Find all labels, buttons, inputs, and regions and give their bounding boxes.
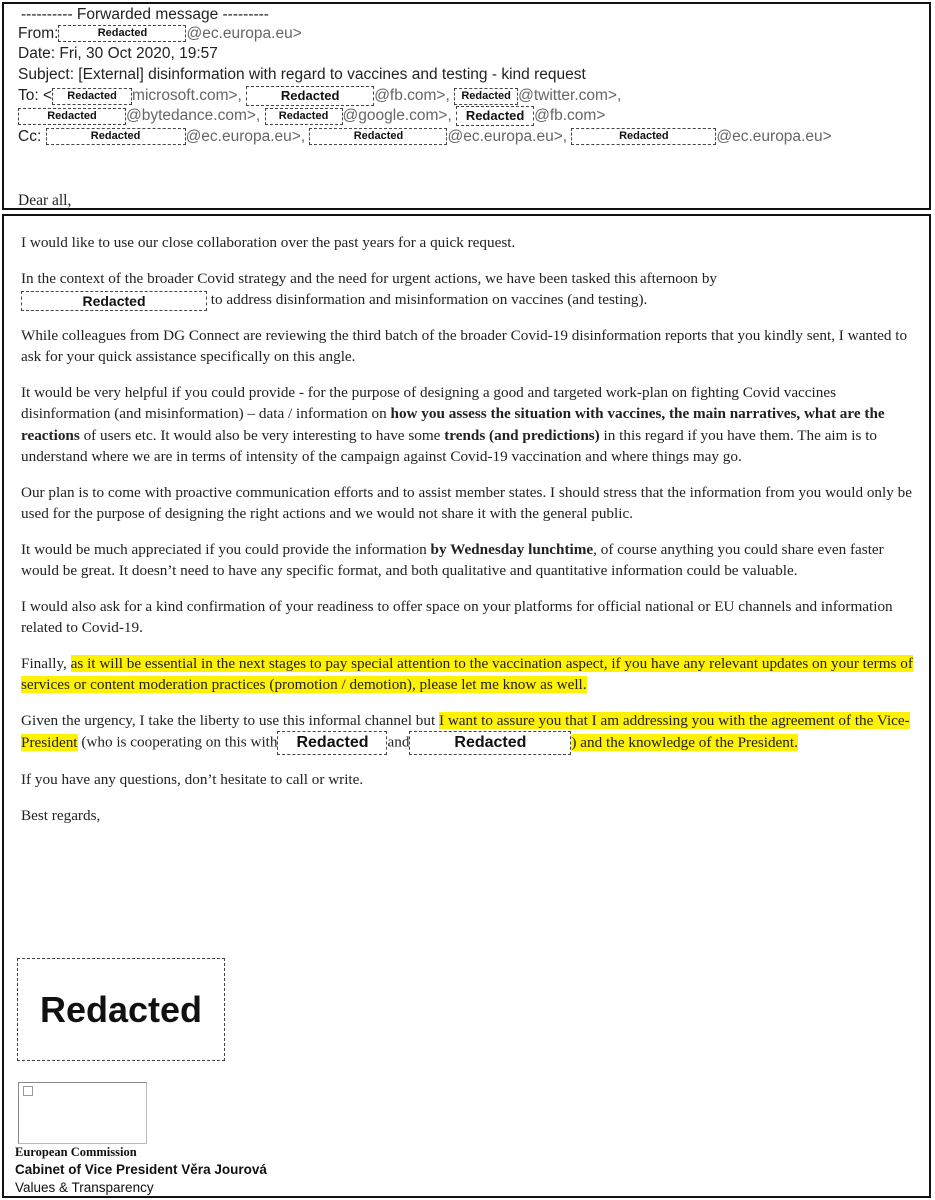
paragraph-8-text: Finally, — [21, 654, 71, 672]
redacted-box: Redacted — [309, 128, 447, 145]
cc-domain: @ec.europa.eu>, — [185, 128, 306, 145]
paragraph-2-text: In the context of the broader Covid strategy and the need for urgent actions, we have been tasked this afternoon by — [21, 269, 718, 287]
redacted-box: Redacted — [46, 128, 186, 145]
redacted-signature-box: Redacted — [17, 958, 225, 1061]
redacted-box: Redacted — [454, 88, 518, 105]
bold-text: trends (and predictions) — [444, 426, 600, 444]
paragraph-4-text: It would be very helpful if you could provide - for the purpose of designing a good and targeted work-plan on fighting Covid vaccines disinformation (and misinformation) – data / information on — [21, 383, 837, 423]
paragraph-4-text: in this regard if you have them. The aim is to understand where we are in terms of intensity of the campaign against Covid-19 vaccination and where things may go. — [21, 426, 878, 466]
redacted-box: Redacted — [277, 731, 387, 755]
paragraph-6 — [21, 539, 921, 582]
to-domain: microsoft.com>, — [132, 87, 242, 105]
highlighted-text: as it will be essential in the next stages to pay special attention to the vaccination aspect, if you have any relevant updates on your terms of services or content moderation practices (promotion / demotion), please let me know as well. — [21, 654, 913, 694]
redacted-box: Redacted — [246, 86, 374, 106]
paragraph-9-text: Given the urgency, I take the liberty to use this informal channel but — [21, 711, 439, 729]
paragraph-5: Our plan is to come with proactive communication efforts and to assist member states. I should stress that the information from you would only be used for the purpose of designing the right actions and we would not share it with the general public. — [21, 483, 912, 523]
cc-label: Cc: — [18, 128, 42, 145]
cc-domain: @ec.europa.eu> — [716, 128, 832, 145]
redacted-box: Redacted — [409, 731, 571, 755]
bold-text: how you assess the situation with vaccines, the main narratives, what are the reactions — [21, 405, 885, 444]
paragraph-2 — [21, 268, 921, 311]
signature-block — [15, 1143, 267, 1197]
paragraph-2-text-end: to address disinformation and misinformation on vaccines (and testing). — [210, 291, 648, 308]
cc-line — [18, 128, 832, 146]
to-domain: @fb.com>, — [374, 87, 450, 105]
cc-domain: @ec.europa.eu>, — [447, 128, 568, 145]
paragraph-4-text: of users etc. It would also be very interesting to have some — [79, 426, 445, 444]
from-label: From: — [18, 25, 59, 42]
forwarded-line: ---------- Forwarded message --------- — [21, 6, 269, 23]
redacted-box: Redacted — [265, 108, 343, 125]
highlighted-text: I want to assure you that I am addressing you with the agreement of the Vice-President — [21, 711, 910, 751]
closing: Best regards, — [21, 806, 101, 824]
greeting: Dear all, — [18, 192, 72, 209]
date-line: Date: Fri, 30 Oct 2020, 19:57 — [18, 45, 218, 62]
signature-cabinet: Cabinet of Vice President Věra Jourová — [15, 1162, 267, 1177]
signature-org: European Commission — [15, 1145, 137, 1159]
redacted-box: Redacted — [18, 108, 126, 125]
redacted-box: Redacted — [52, 88, 132, 105]
paragraph-9-text: and — [387, 733, 410, 751]
redacted-box: Redacted — [58, 25, 186, 42]
redacted-box: Redacted — [21, 291, 207, 311]
redacted-box: Redacted — [456, 106, 534, 126]
email-header-box — [2, 2, 931, 210]
to-line — [18, 86, 621, 106]
broken-image-icon — [23, 1086, 33, 1096]
paragraph-9-text: (who is cooperating on this with — [77, 733, 278, 751]
to-label: To: < — [18, 87, 53, 105]
to-line-continued — [18, 106, 605, 126]
paragraph-6-text: , of course anything you could share even faster would be great. It doesn’t need to have any specific format, and both qualitative and quantitative information could be valuable. — [21, 540, 884, 580]
paragraph-4 — [21, 382, 921, 468]
highlighted-text: ) and the knowledge of the President. — [571, 733, 798, 751]
email-body-text — [21, 232, 921, 840]
paragraph-1: I would like to use our close collaboration over the past years for a quick request. — [21, 234, 516, 251]
from-domain: @ec.europa.eu> — [186, 25, 302, 42]
subject-line: Subject: [External] disinformation with regard to vaccines and testing - kind request — [18, 66, 586, 83]
to-domain: @twitter.com>, — [518, 87, 622, 105]
email-body-box — [2, 214, 931, 1198]
redacted-box: Redacted — [571, 128, 716, 145]
paragraph-6-text: It would be much appreciated if you could provide the information — [21, 540, 431, 558]
from-line — [18, 25, 302, 43]
paragraph-9 — [21, 710, 921, 756]
paragraph-3: While colleagues from DG Connect are reviewing the third batch of the broader Covid-19 disinformation reports that you kindly sent, I wanted to ask for your quick assistance specifically on this angle. — [21, 326, 908, 366]
paragraph-8 — [21, 653, 921, 696]
to-domain: @bytedance.com>, — [126, 107, 261, 125]
paragraph-7: I would also ask for a kind confirmation of your readiness to offer space on your platforms for official national or EU channels and information related to Covid-19. — [21, 597, 893, 637]
signature-unit: Values & Transparency — [15, 1180, 154, 1195]
bold-text: by Wednesday lunchtime — [430, 540, 594, 558]
to-domain: @google.com>, — [342, 107, 452, 125]
paragraph-10: If you have any questions, don’t hesitate to call or write. — [21, 771, 364, 789]
signature-image-placeholder — [18, 1082, 147, 1144]
to-domain: @fb.com> — [534, 107, 606, 125]
